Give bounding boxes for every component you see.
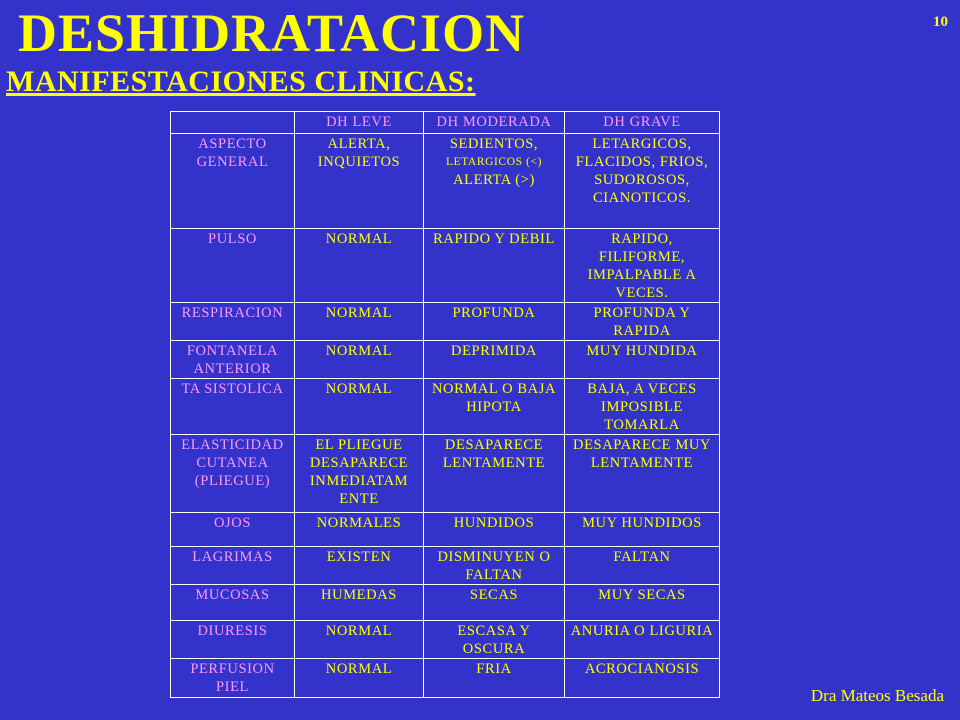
table-row xyxy=(171,435,720,513)
table-row xyxy=(171,659,720,698)
row-label: OJOS xyxy=(171,513,295,547)
cell-grave: BAJA, A VECES IMPOSIBLE TOMARLA xyxy=(565,379,720,435)
cell-leve: NORMAL xyxy=(295,229,424,303)
table-row xyxy=(171,513,720,547)
cell-moderada: ESCASA Y OSCURA xyxy=(424,621,565,659)
table-row xyxy=(171,547,720,585)
cell-leve: HUMEDAS xyxy=(295,585,424,621)
header-cell-grave: DH GRAVE xyxy=(565,112,720,134)
cell-moderada: PROFUNDA xyxy=(424,303,565,341)
cell-moderada: DISMINUYEN O FALTAN xyxy=(424,547,565,585)
cell-moderada: FRIA xyxy=(424,659,565,698)
cell-leve: NORMAL xyxy=(295,659,424,698)
slide-title: DESHIDRATACION xyxy=(18,3,526,63)
cell-moderada-line: SEDIENTOS, xyxy=(449,136,539,152)
cell-moderada-line: ALERTA (>) xyxy=(453,172,535,188)
table-row xyxy=(171,585,720,621)
table-row xyxy=(171,621,720,659)
cell-grave: FALTAN xyxy=(565,547,720,585)
row-label: LAGRIMAS xyxy=(171,547,295,585)
cell-moderada: RAPIDO Y DEBIL xyxy=(424,229,565,303)
table-header-row xyxy=(171,112,720,134)
cell-moderada: SECAS xyxy=(424,585,565,621)
cell-grave: MUY HUNDIDOS xyxy=(565,513,720,547)
cell-leve: NORMAL xyxy=(295,621,424,659)
cell-grave: PROFUNDA Y RAPIDA xyxy=(565,303,720,341)
cell-grave: DESAPARECE MUY LENTAMENTE xyxy=(565,435,720,513)
cell-grave: MUY SECAS xyxy=(565,585,720,621)
slide-number: 10 xyxy=(933,14,948,30)
row-label: DIURESIS xyxy=(171,621,295,659)
cell-moderada: DESAPARECE LENTAMENTE xyxy=(424,435,565,513)
cell-leve: NORMAL xyxy=(295,303,424,341)
row-label: MUCOSAS xyxy=(171,585,295,621)
clinical-table xyxy=(170,111,719,695)
table-row xyxy=(171,229,720,303)
header-cell-leve: DH LEVE xyxy=(295,112,424,134)
cell-leve: NORMAL xyxy=(295,379,424,435)
cell-grave: LETARGICOS, FLACIDOS, FRIOS, SUDOROSOS, CIANOTICOS. xyxy=(565,134,720,229)
row-label: ASPECTO GENERAL xyxy=(171,134,295,229)
cell-leve: ALERTA, INQUIETOS xyxy=(295,134,424,229)
row-label: RESPIRACION xyxy=(171,303,295,341)
cell-leve: EXISTEN xyxy=(295,547,424,585)
table-row xyxy=(171,341,720,379)
header-cell-moderada: DH MODERADA xyxy=(424,112,565,134)
table-row xyxy=(171,303,720,341)
cell-leve: NORMALES xyxy=(295,513,424,547)
row-label: ELASTICIDAD CUTANEA (PLIEGUE) xyxy=(171,435,295,513)
row-label: FONTANELA ANTERIOR xyxy=(171,341,295,379)
row-label: TA SISTOLICA xyxy=(171,379,295,435)
cell-grave: ANURIA O LIGURIA xyxy=(565,621,720,659)
cell-moderada: HUNDIDOS xyxy=(424,513,565,547)
cell-grave: RAPIDO, FILIFORME, IMPALPABLE A VECES. xyxy=(565,229,720,303)
cell-grave: ACROCIANOSIS xyxy=(565,659,720,698)
cell-moderada: NORMAL O BAJA HIPOTA xyxy=(424,379,565,435)
cell-leve: EL PLIEGUE DESAPARECE INMEDIATAM ENTE xyxy=(295,435,424,513)
slide-subtitle: MANIFESTACIONES CLINICAS: xyxy=(6,65,476,98)
table-row xyxy=(171,134,720,229)
row-label: PULSO xyxy=(171,229,295,303)
row-label: PERFUSION PIEL xyxy=(171,659,295,698)
cell-moderada xyxy=(424,134,565,229)
cell-leve: NORMAL xyxy=(295,341,424,379)
cell-moderada: DEPRIMIDA xyxy=(424,341,565,379)
header-cell-empty xyxy=(171,112,295,134)
cell-moderada-line: LETARGICOS (<) xyxy=(445,156,543,168)
table-row xyxy=(171,379,720,435)
cell-grave: MUY HUNDIDA xyxy=(565,341,720,379)
author-footer: Dra Mateos Besada xyxy=(810,686,944,705)
